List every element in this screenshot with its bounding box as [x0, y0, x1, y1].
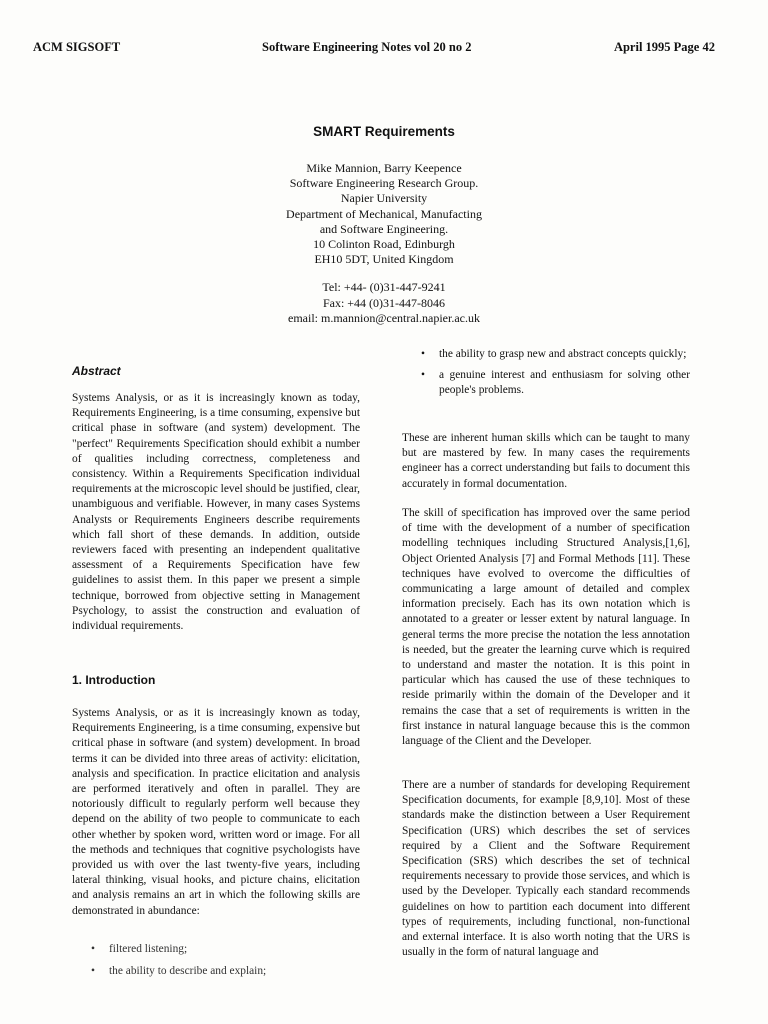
header-right: April 1995 Page 42 — [613, 40, 715, 54]
skills-list-right — [402, 347, 690, 405]
author-department-2: and Software Engineering. — [319, 221, 449, 236]
paragraph-specification-skill: The skill of specification has improved over the same period of time with the development of a number of specification modelling techniques including Structured Analysis,[1,6], Object Oriented Analysis [7] and Formal Methods [11]. These techniques have evolved to overcome the difficulties of communicating a large amount of detailed and complex information precisely. Each has its own notation which is annotated to a greater or lesser extent by natural language. In general terms the more precise the notation the less annotation is needed, but the greater the learning curve which is required to understand and master the notation. It is this point in particular which has caused the use of these techniques to reside primarily within the domain of the Developer and it remains the case that a set of requirements is written in the first instance in natural language because this is the common language of the Client and the Developer. — [402, 507, 690, 748]
header-left: ACM SIGSOFT — [33, 40, 121, 54]
introduction-heading: 1. Introduction — [72, 673, 156, 687]
list-item: • a genuine interest and enthusiasm for solving other people's problems. — [402, 368, 690, 398]
author-group: Software Engineering Research Group. — [289, 176, 479, 191]
author-address-1: 10 Colinton Road, Edinburgh — [313, 237, 455, 252]
paragraph-inherent-skills: These are inherent human skills which can be taught to many but are mastered by few. In many cases the requirements engineer has a correct understanding but fails to document this accurately in formal documentation. — [402, 432, 690, 490]
introduction-text: Systems Analysis, or as it is increasingly known as today, Requirements Engineering, is a time consuming, expensive but critical phase in software (and system) development. In broad terms it can be divided into three areas of activity: elicitation, analysis and specification. In practice elicitation and analysis are performed iteratively and often in parallel. They are notoriously difficult to regularly perform well because they depend on the ability of two people to communicate to each other whether by spoken word, written word or image. For all the methods and techniques that cognitive psychologists have provided us with over the last twenty-five years, including lateral thinking, visual hooks, and picture chains, elicitation and analysis remains an art in which the following skills are demonstrated in abundance: — [72, 707, 360, 917]
abstract-text: Systems Analysis, or as it is increasingly known as today, Requirements Engineering, is a time consuming, expensive but critical phase in software (and system) development. The "perfect" Requirements Specification should exhibit a number of qualities including correctness, completeness and consistency. Within a Requirements Specification individual requirements at the microscopic level should be justified, clear, unambiguous and verifiable. However, in many cases Systems Analysts or Requirements Engineers describe requirements which fall short of these demands. In addition, outside reviewers faced with presenting an independent qualitative assessment of a Requirements Specification have few guidelines to assist them. In this paper we present a simple technique, borrowed from objective setting in Management Psychology, to assist the construction and evaluation of individual requirements. — [72, 392, 361, 633]
header-center: Software Engineering Notes vol 20 no 2 — [262, 40, 472, 54]
author-fax: Fax: +44 (0)31-447-8046 — [322, 295, 446, 310]
author-email: email: m.mannion@central.napier.ac.uk — [288, 310, 480, 325]
list-item: • the ability to describe and explain; — [72, 960, 360, 982]
paper-title: SMART Requirements — [313, 124, 455, 139]
author-department-1: Department of Mechanical, Manufacting — [286, 206, 482, 221]
skills-list-left — [72, 938, 360, 982]
paragraph-standards: There are a number of standards for developing Requirement Specification documents, for example [8,9,10]. Most of these standards make the distinction between a User Requirement Specification (URS) which describes the set of services required by a Client and the Software Requirement Specification (SRS) which describes the set of technical requirements necessary to provide those services, and which is used by the Developer. Typically each standard recommends guidelines on how to partition each document into different types of requirements, including functional, non-functional and external interface. It is also worth noting that the URS is usually in the form of natural language and — [402, 779, 690, 959]
list-item: • filtered listening; — [72, 938, 360, 960]
author-block — [0, 161, 768, 326]
author-address-2: EH10 5DT, United Kingdom — [314, 252, 454, 267]
abstract-heading: Abstract — [72, 364, 121, 378]
author-tel: Tel: +44- (0)31-447-9241 — [322, 280, 446, 295]
list-item: • the ability to grasp new and abstract concepts quickly; — [402, 347, 690, 362]
author-university: Napier University — [340, 191, 428, 206]
author-names: Mike Mannion, Barry Keepence — [306, 161, 462, 175]
